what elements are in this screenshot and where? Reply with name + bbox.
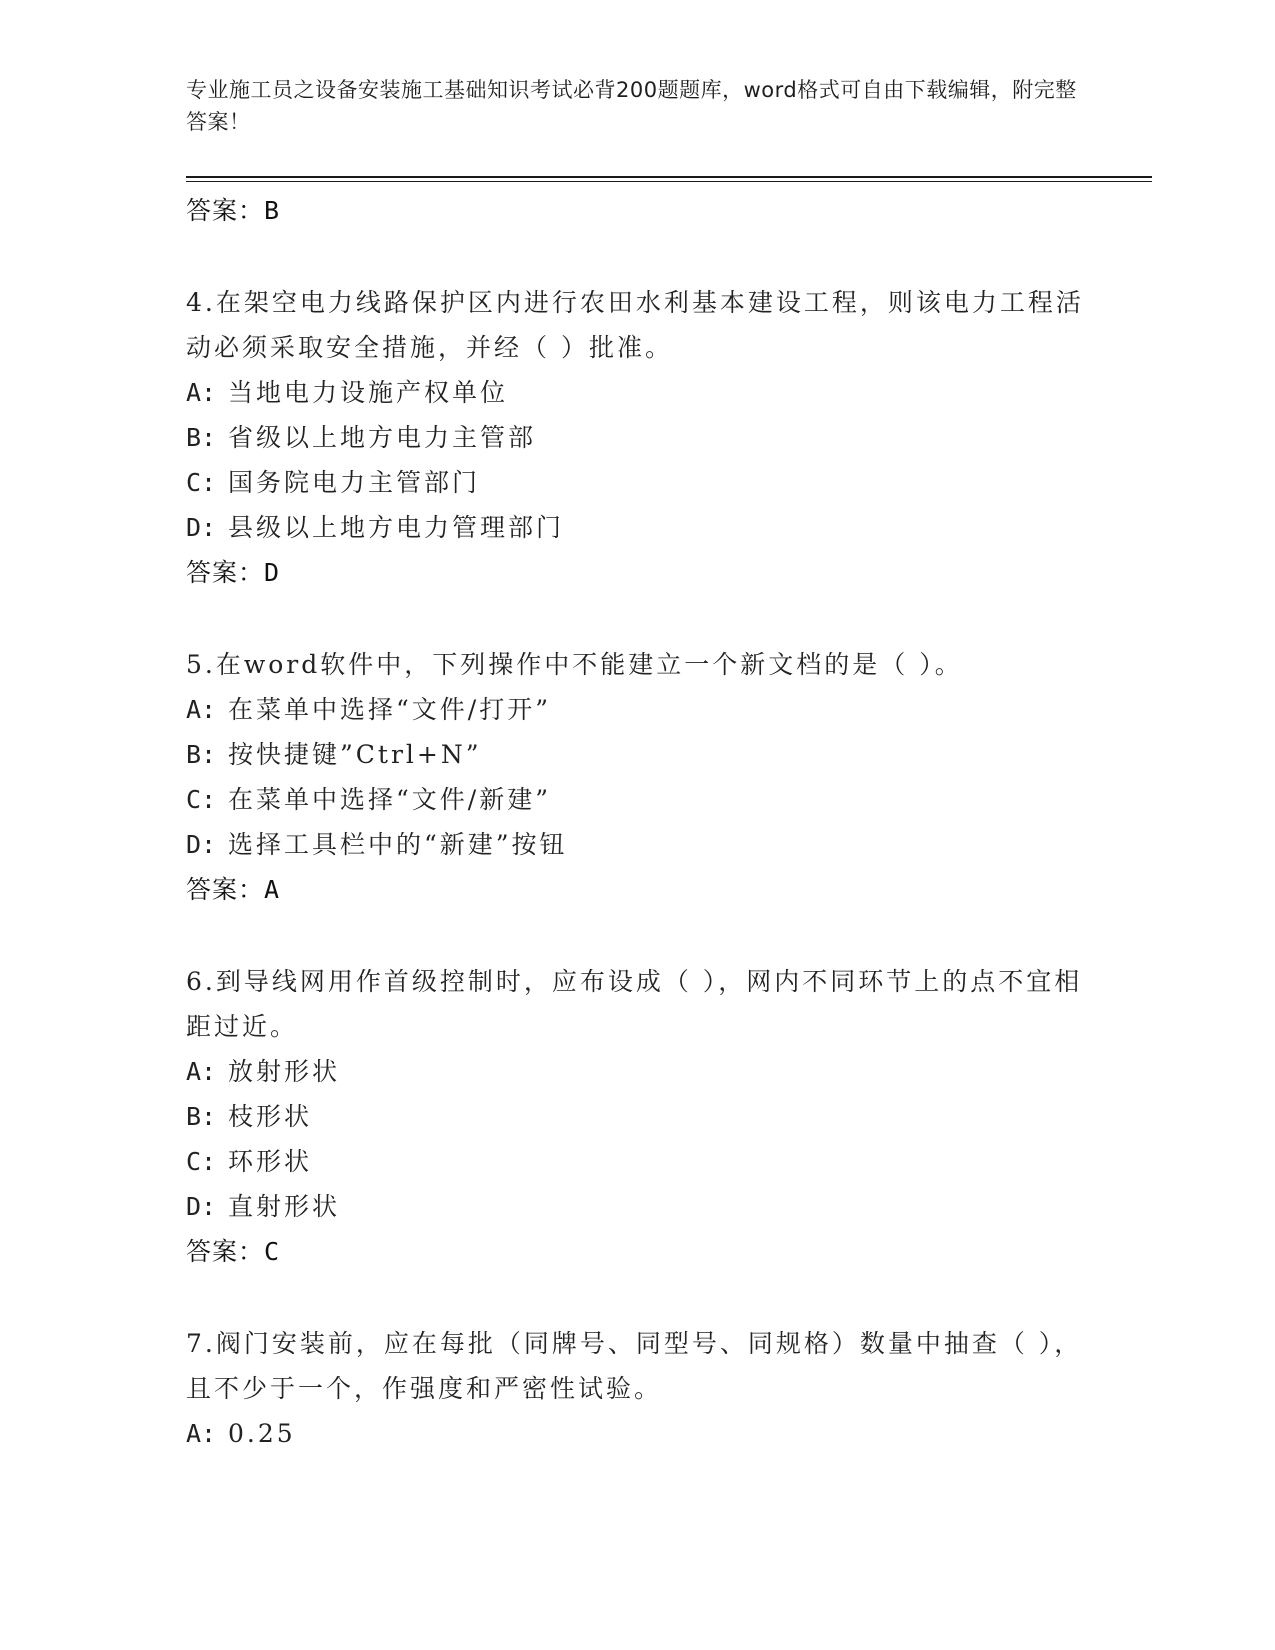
answer-value: B: [264, 196, 281, 225]
option-b: [186, 415, 1086, 460]
option-d: [186, 822, 1086, 867]
option-text: 在菜单中选择“文件/新建”: [228, 785, 551, 814]
option-a: [186, 1049, 1086, 1094]
answer-value: C: [264, 1237, 281, 1266]
question-7: [186, 1321, 1086, 1456]
option-c: [186, 1139, 1086, 1184]
header-rule-thick: [186, 176, 1152, 178]
option-letter: A:: [186, 1419, 217, 1448]
question-list: [186, 188, 1086, 1456]
option-letter: B:: [186, 740, 217, 769]
answer-label: 答案：: [186, 558, 265, 587]
option-letter: A:: [186, 378, 217, 407]
option-text: 当地电力设施产权单位: [228, 378, 509, 407]
answer-label: 答案：: [186, 196, 265, 225]
option-b: [186, 1094, 1086, 1139]
option-letter: A:: [186, 695, 217, 724]
option-b: [186, 732, 1086, 777]
option-text: 国务院电力主管部门: [228, 468, 481, 497]
option-text: 放射形状: [228, 1057, 341, 1086]
question-stem: 6.到导线网用作首级控制时，应布设成（ ），网内不同环节上的点不宜相距过近。: [186, 967, 1083, 1041]
option-letter: D:: [186, 513, 217, 542]
answer-line: [186, 550, 1086, 595]
answer-label: 答案：: [186, 875, 265, 904]
option-a: [186, 1411, 1086, 1456]
answer-line: [186, 188, 1086, 233]
question-stem: 4.在架空电力线路保护区内进行农田水利基本建设工程，则该电力工程活动必须采取安全措施，并经（ ）批准。: [186, 288, 1084, 362]
option-text: 环形状: [228, 1147, 313, 1176]
question-stem: 5.在word软件中，下列操作中不能建立一个新文档的是（ ）。: [186, 650, 963, 679]
question-5: [186, 642, 1086, 912]
header-rule-thin: [186, 181, 1152, 182]
option-c: [186, 460, 1086, 505]
question-stem: 7.阀门安装前，应在每批（同牌号、同型号、同规格）数量中抽查（ ），且不少于一个，作强度和严密性试验。: [186, 1329, 1083, 1403]
option-letter: B:: [186, 423, 217, 452]
answer-line: [186, 867, 1086, 912]
answer-line: [186, 1229, 1086, 1274]
option-d: [186, 505, 1086, 550]
question-4: [186, 280, 1086, 595]
option-text: 县级以上地方电力管理部门: [228, 513, 565, 542]
option-letter: A:: [186, 1057, 217, 1086]
answer-value: D: [264, 558, 281, 587]
option-letter: D:: [186, 1192, 217, 1221]
option-letter: B:: [186, 1102, 217, 1131]
option-a: [186, 370, 1086, 415]
answer-label: 答案：: [186, 1237, 265, 1266]
option-text: 按快捷键”Ctrl+N”: [228, 740, 482, 769]
option-letter: C:: [186, 1147, 217, 1176]
option-text: 直射形状: [228, 1192, 341, 1221]
option-letter: C:: [186, 785, 217, 814]
option-c: [186, 777, 1086, 822]
option-text: 0.25: [228, 1419, 296, 1448]
option-text: 枝形状: [228, 1102, 313, 1131]
option-text: 在菜单中选择“文件/打开”: [228, 695, 551, 724]
answer-value: A: [264, 875, 281, 904]
option-text: 选择工具栏中的“新建”按钮: [228, 830, 568, 859]
option-letter: D:: [186, 830, 217, 859]
option-d: [186, 1184, 1086, 1229]
option-text: 省级以上地方电力主管部: [228, 423, 537, 452]
document-header: 专业施工员之设备安装施工基础知识考试必背200题题库，word格式可自由下载编辑，附完整答案！: [186, 78, 1077, 134]
option-letter: C:: [186, 468, 217, 497]
question-6: [186, 959, 1086, 1274]
option-a: [186, 687, 1086, 732]
